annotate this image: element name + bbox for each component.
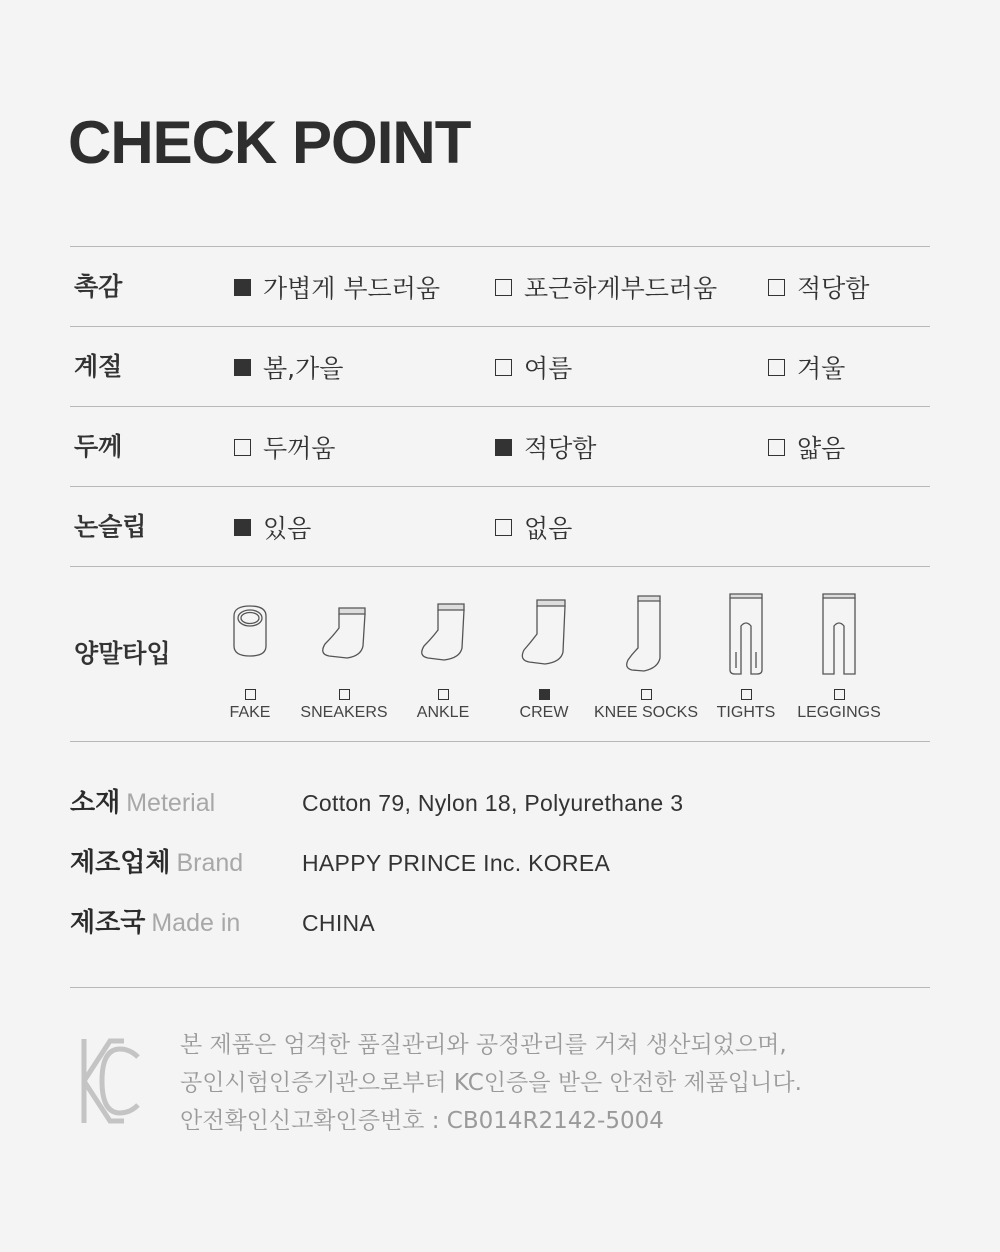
checkbox-checked bbox=[495, 439, 512, 456]
row-label: 촉감 bbox=[74, 272, 123, 301]
checkbox-unchecked bbox=[641, 689, 652, 700]
check-row-texture bbox=[70, 246, 930, 326]
option-thick[interactable]: 두꺼움 bbox=[234, 407, 335, 487]
sock-type-tights[interactable]: TIGHTS bbox=[691, 591, 801, 722]
leggings-icon bbox=[819, 591, 859, 677]
checkbox-unchecked bbox=[768, 439, 785, 456]
info-made-in: 제조국 Made in CHINA bbox=[70, 908, 376, 938]
option-light-soft[interactable]: 가볍게 부드러움 bbox=[234, 247, 440, 327]
section-divider bbox=[70, 987, 930, 988]
sock-type-knee[interactable]: KNEE SOCKS bbox=[591, 591, 701, 722]
option-thin[interactable]: 얇음 bbox=[768, 407, 845, 487]
option-no[interactable]: 없음 bbox=[495, 487, 572, 567]
option-yes[interactable]: 있음 bbox=[234, 487, 311, 567]
option-moderate[interactable]: 적당함 bbox=[768, 247, 869, 327]
certificate-number: 안전확인신고확인증번호 : CB014R2142-5004 bbox=[180, 1108, 664, 1134]
sock-type-crew[interactable]: CREW bbox=[489, 591, 599, 722]
row-label: 계절 bbox=[74, 352, 123, 381]
sock-type-leggings[interactable]: LEGGINGS bbox=[784, 591, 894, 722]
checkbox-unchecked bbox=[495, 519, 512, 536]
info-value: CHINA bbox=[302, 910, 376, 936]
row-label: 두께 bbox=[74, 432, 123, 461]
sneakers-sock-icon bbox=[319, 591, 369, 677]
option-winter[interactable]: 겨울 bbox=[768, 327, 845, 407]
info-value: Cotton 79, Nylon 18, Polyurethane 3 bbox=[302, 790, 684, 816]
check-point-table bbox=[70, 246, 930, 742]
info-material: 소재 Meterial Cotton 79, Nylon 18, Polyurethane 3 bbox=[70, 788, 684, 818]
checkbox-unchecked bbox=[495, 359, 512, 376]
info-brand: 제조업체 Brand HAPPY PRINCE Inc. KOREA bbox=[70, 848, 611, 878]
sock-type-sneakers[interactable]: SNEAKERS bbox=[289, 591, 399, 722]
page-title: CHECK POINT bbox=[68, 109, 471, 176]
option-summer[interactable]: 여름 bbox=[495, 327, 572, 407]
notice-line: 공인시험인증기관으로부터 KC인증을 받은 안전한 제품입니다. bbox=[180, 1070, 802, 1096]
knee-sock-icon bbox=[624, 591, 668, 677]
tights-icon bbox=[726, 591, 766, 677]
option-cozy-soft[interactable]: 포근하게부드러움 bbox=[495, 247, 717, 327]
sock-type-fake[interactable]: FAKE bbox=[195, 591, 305, 722]
checkbox-unchecked bbox=[339, 689, 350, 700]
checkbox-unchecked bbox=[768, 279, 785, 296]
row-label: 논슬립 bbox=[74, 512, 147, 541]
check-row-sock-type bbox=[70, 566, 930, 742]
option-spring-fall[interactable]: 봄,가을 bbox=[234, 327, 343, 407]
row-label: 양말타입 bbox=[74, 639, 171, 668]
kc-notice bbox=[180, 1026, 802, 1140]
checkbox-checked bbox=[539, 689, 550, 700]
notice-line: 본 제품은 엄격한 품질관리와 공정관리를 거쳐 생산되었으며, bbox=[180, 1032, 787, 1058]
info-value: HAPPY PRINCE Inc. KOREA bbox=[302, 850, 611, 876]
checkbox-unchecked bbox=[438, 689, 449, 700]
crew-sock-icon bbox=[519, 591, 569, 677]
checkbox-unchecked bbox=[768, 359, 785, 376]
fake-sock-icon bbox=[230, 591, 270, 677]
ankle-sock-icon bbox=[418, 591, 468, 677]
kc-certification-logo bbox=[80, 1035, 142, 1127]
check-row-thickness bbox=[70, 406, 930, 486]
check-row-season bbox=[70, 326, 930, 406]
checkbox-checked bbox=[234, 519, 251, 536]
check-row-non-slip bbox=[70, 486, 930, 566]
checkbox-unchecked bbox=[234, 439, 251, 456]
checkbox-checked bbox=[234, 279, 251, 296]
checkbox-unchecked bbox=[834, 689, 845, 700]
option-medium[interactable]: 적당함 bbox=[495, 407, 596, 487]
checkbox-checked bbox=[234, 359, 251, 376]
checkbox-unchecked bbox=[245, 689, 256, 700]
checkbox-unchecked bbox=[495, 279, 512, 296]
product-info bbox=[70, 782, 930, 962]
sock-type-ankle[interactable]: ANKLE bbox=[388, 591, 498, 722]
checkbox-unchecked bbox=[741, 689, 752, 700]
